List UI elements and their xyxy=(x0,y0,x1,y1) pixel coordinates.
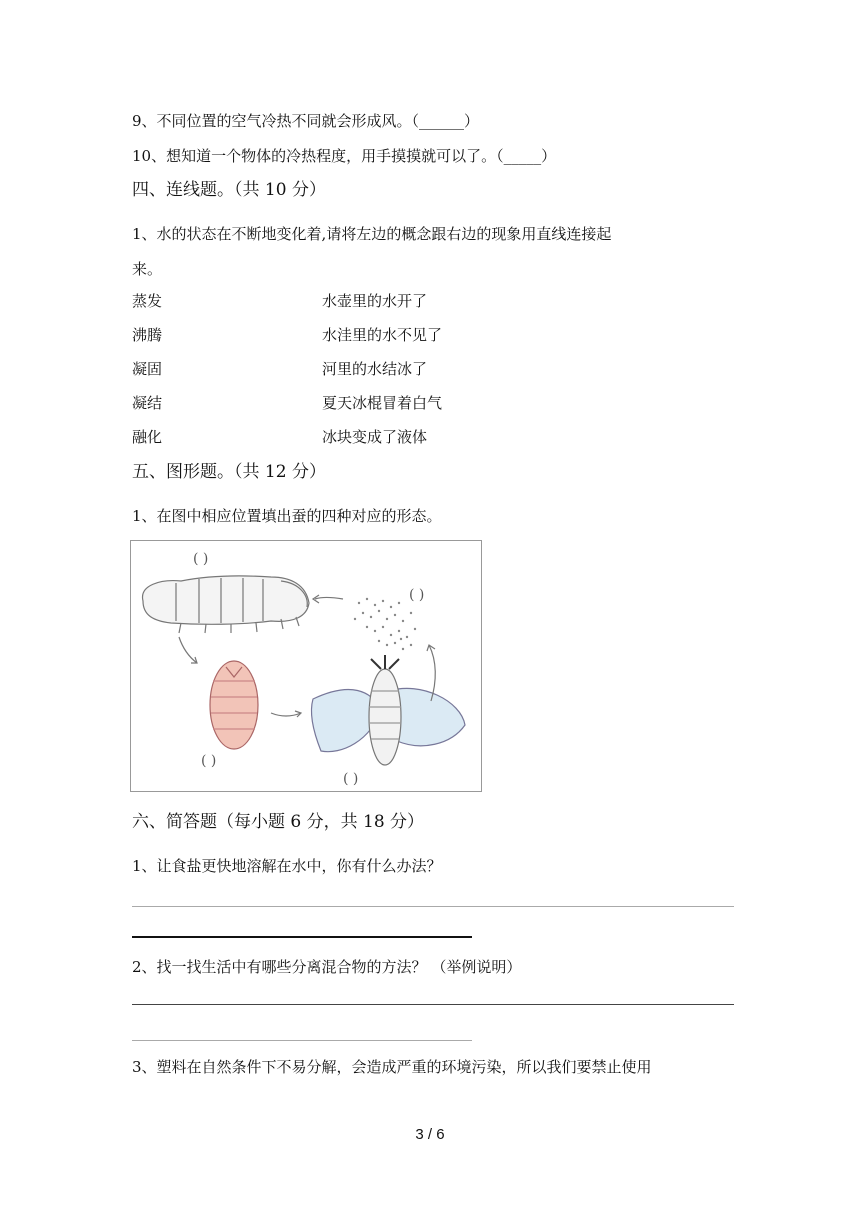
blank-egg[interactable]: ( ) xyxy=(409,587,425,603)
match-right-item: 夏天冰棍冒着白气 xyxy=(322,394,443,412)
section-4-title: 四、连线题。（共 10 分） xyxy=(132,180,326,200)
section-6-question-2: 2、找一找生活中有哪些分离混合物的方法？ （举例说明） xyxy=(132,958,522,976)
section-4-question-1-line-1: 1、水的状态在不断地变化着,请将左边的概念跟右边的现象用直线连接起 xyxy=(132,225,612,243)
pupa-illustration xyxy=(210,661,258,749)
section-4-question-1-line-2: 来。 xyxy=(132,260,163,278)
section-5-title: 五、图形题。（共 12 分） xyxy=(132,462,326,482)
match-left-item: 融化 xyxy=(132,428,163,446)
match-right-item: 水洼里的水不见了 xyxy=(322,326,443,344)
page-number: 3 / 6 xyxy=(415,1126,445,1143)
match-left-item: 蒸发 xyxy=(132,292,163,310)
section-5-question-1: 1、在图中相应位置填出蚕的四种对应的形态。 xyxy=(132,507,442,525)
blank-larva[interactable]: ( ) xyxy=(193,551,209,567)
question-9: 9、不同位置的空气冷热不同就会形成风。（______） xyxy=(132,112,480,130)
answer-line[interactable] xyxy=(132,906,734,907)
blank-pupa[interactable]: ( ) xyxy=(201,753,217,769)
moth-illustration xyxy=(311,655,465,765)
match-left-item: 凝结 xyxy=(132,394,163,412)
question-10: 10、想知道一个物体的冷热程度，用手摸摸就可以了。（_____） xyxy=(132,147,557,165)
answer-line[interactable] xyxy=(132,1004,734,1005)
blank-moth[interactable]: ( ) xyxy=(343,771,359,787)
silkworm-lifecycle-figure xyxy=(130,540,482,792)
eggs-illustration xyxy=(354,598,416,650)
match-left-item: 凝固 xyxy=(132,360,163,378)
answer-line[interactable] xyxy=(132,936,472,938)
larva-illustration xyxy=(143,576,309,633)
match-left-item: 沸腾 xyxy=(132,326,163,344)
section-6-question-3: 3、塑料在自然条件下不易分解，会造成严重的环境污染，所以我们要禁止使用 xyxy=(132,1058,652,1076)
section-6-question-1: 1、让食盐更快地溶解在水中，你有什么办法？ xyxy=(132,857,442,875)
match-right-item: 河里的水结冰了 xyxy=(322,360,428,378)
match-right-item: 冰块变成了液体 xyxy=(322,428,428,446)
section-6-title: 六、简答题（每小题 6 分，共 18 分） xyxy=(132,812,425,832)
silkworm-lifecycle-drawing xyxy=(131,541,483,793)
answer-line[interactable] xyxy=(132,1040,472,1041)
match-right-item: 水壶里的水开了 xyxy=(322,292,428,310)
